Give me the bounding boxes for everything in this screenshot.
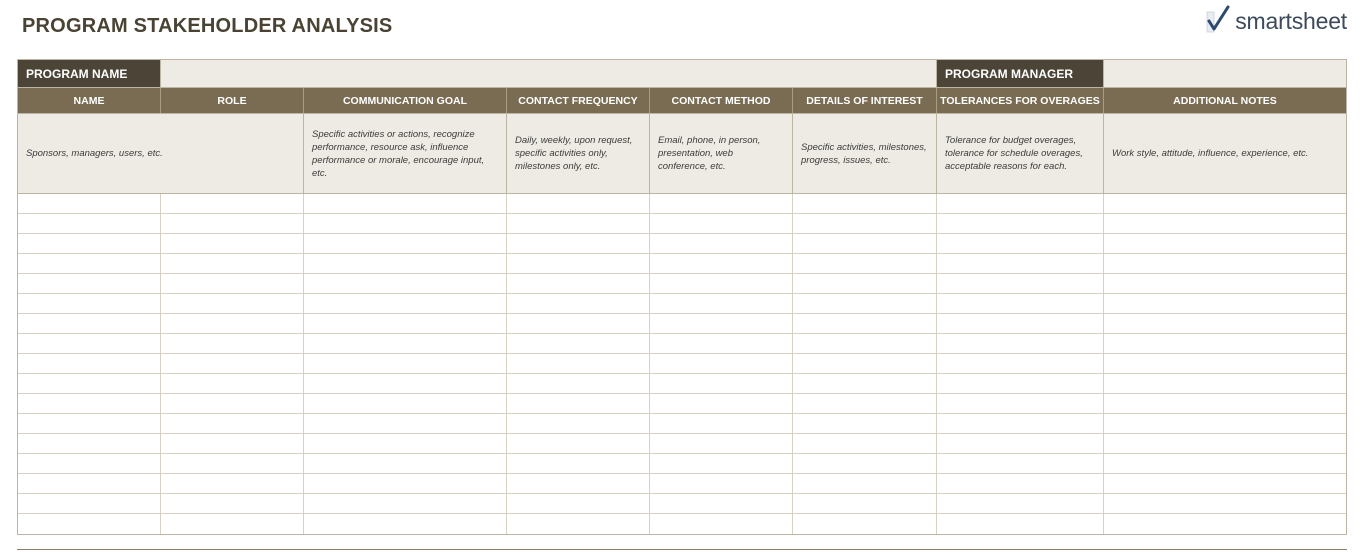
example-additional-notes: Work style, attitude, influence, experience, etc. <box>1112 148 1309 159</box>
table-row <box>18 214 1346 234</box>
cell-additional-notes[interactable] <box>1104 474 1346 493</box>
cell-additional-notes[interactable] <box>1104 194 1346 213</box>
column-header-contact-method: CONTACT METHOD <box>650 88 793 113</box>
table-row <box>18 334 1346 354</box>
column-header-name: NAME <box>18 88 161 113</box>
cell-tolerances-for-overages[interactable] <box>937 294 1104 313</box>
column-header-additional-notes: ADDITIONAL NOTES <box>1173 94 1277 107</box>
cell-contact-frequency[interactable] <box>507 194 650 213</box>
example-contact-frequency: Daily, weekly, upon request, specific activities only, milestones only, etc. <box>507 114 650 193</box>
cell-communication-goal[interactable] <box>304 494 507 513</box>
cell-role[interactable] <box>161 414 304 433</box>
example-row <box>18 114 1346 194</box>
cell-tolerances-for-overages[interactable] <box>937 194 1104 213</box>
cell-name[interactable] <box>18 414 161 433</box>
cell-additional-notes[interactable] <box>1104 514 1346 534</box>
column-header-contact-frequency: CONTACT FREQUENCY <box>507 88 650 113</box>
cell-details-of-interest[interactable] <box>793 214 937 233</box>
cell-details-of-interest[interactable] <box>793 254 937 273</box>
cell-details-of-interest[interactable] <box>793 414 937 433</box>
cell-communication-goal[interactable] <box>304 514 507 534</box>
cell-contact-method[interactable] <box>650 254 793 273</box>
program-manager-field[interactable] <box>1104 60 1346 87</box>
cell-additional-notes[interactable] <box>1104 454 1346 473</box>
cell-details-of-interest[interactable] <box>793 274 937 293</box>
cell-communication-goal[interactable] <box>304 274 507 293</box>
cell-contact-method[interactable] <box>650 274 793 293</box>
cell-role[interactable] <box>161 314 304 333</box>
cell-additional-notes[interactable] <box>1104 374 1346 393</box>
cell-contact-frequency[interactable] <box>507 214 650 233</box>
bottom-divider <box>17 549 1347 550</box>
cell-additional-notes[interactable] <box>1104 494 1346 513</box>
smartsheet-logo <box>1203 4 1347 40</box>
cell-contact-method[interactable] <box>650 314 793 333</box>
cell-communication-goal[interactable] <box>304 214 507 233</box>
cell-additional-notes[interactable] <box>1104 314 1346 333</box>
cell-additional-notes[interactable] <box>1104 334 1346 353</box>
cell-communication-goal[interactable] <box>304 454 507 473</box>
cell-communication-goal[interactable] <box>304 234 507 253</box>
program-name-field[interactable] <box>161 60 937 87</box>
cell-contact-method[interactable] <box>650 294 793 313</box>
cell-tolerances-for-overages[interactable] <box>937 314 1104 333</box>
stakeholder-sheet <box>17 59 1347 535</box>
cell-details-of-interest[interactable] <box>793 294 937 313</box>
cell-contact-frequency[interactable] <box>507 334 650 353</box>
cell-contact-frequency[interactable] <box>507 514 650 534</box>
table-row <box>18 414 1346 434</box>
cell-role[interactable] <box>161 354 304 373</box>
cell-contact-method[interactable] <box>650 354 793 373</box>
cell-contact-method[interactable] <box>650 494 793 513</box>
cell-communication-goal[interactable] <box>304 434 507 453</box>
logo-text: smartsheet <box>1235 8 1347 34</box>
cell-name[interactable] <box>18 354 161 373</box>
cell-contact-method[interactable] <box>650 474 793 493</box>
cell-contact-method[interactable] <box>650 434 793 453</box>
table-row <box>18 394 1346 414</box>
cell-role[interactable] <box>161 374 304 393</box>
table-row <box>18 314 1346 334</box>
cell-contact-frequency[interactable] <box>507 434 650 453</box>
table-row <box>18 454 1346 474</box>
cell-details-of-interest[interactable] <box>793 234 937 253</box>
cell-details-of-interest[interactable] <box>793 334 937 353</box>
cell-contact-frequency[interactable] <box>507 234 650 253</box>
cell-tolerances-for-overages[interactable] <box>937 214 1104 233</box>
cell-details-of-interest[interactable] <box>793 354 937 373</box>
cell-role[interactable] <box>161 194 304 213</box>
cell-contact-frequency[interactable] <box>507 414 650 433</box>
table-row <box>18 274 1346 294</box>
cell-name[interactable] <box>18 394 161 413</box>
cell-tolerances-for-overages[interactable] <box>937 254 1104 273</box>
table-row <box>18 254 1346 274</box>
cell-tolerances-for-overages[interactable] <box>937 374 1104 393</box>
cell-communication-goal[interactable] <box>304 354 507 373</box>
cell-role[interactable] <box>161 514 304 534</box>
table-row <box>18 494 1346 514</box>
cell-additional-notes[interactable] <box>1104 294 1346 313</box>
column-header-row <box>18 88 1346 114</box>
cell-contact-frequency[interactable] <box>507 494 650 513</box>
cell-name[interactable] <box>18 514 161 534</box>
cell-contact-method[interactable] <box>650 194 793 213</box>
cell-additional-notes[interactable] <box>1104 274 1346 293</box>
table-row <box>18 234 1346 254</box>
cell-contact-frequency[interactable] <box>507 454 650 473</box>
cell-contact-method[interactable] <box>650 394 793 413</box>
cell-contact-method[interactable] <box>650 454 793 473</box>
cell-tolerances-for-overages[interactable] <box>937 514 1104 534</box>
cell-details-of-interest[interactable] <box>793 474 937 493</box>
cell-name[interactable] <box>18 274 161 293</box>
table-row <box>18 354 1346 374</box>
cell-role[interactable] <box>161 434 304 453</box>
program-info-row <box>18 60 1346 88</box>
cell-details-of-interest[interactable] <box>793 374 937 393</box>
cell-additional-notes[interactable] <box>1104 234 1346 253</box>
table-row <box>18 474 1346 494</box>
program-name-label: PROGRAM NAME <box>18 60 161 87</box>
cell-tolerances-for-overages[interactable] <box>937 234 1104 253</box>
cell-communication-goal[interactable] <box>304 374 507 393</box>
table-row <box>18 294 1346 314</box>
cell-role[interactable] <box>161 274 304 293</box>
cell-communication-goal[interactable] <box>304 474 507 493</box>
cell-tolerances-for-overages[interactable] <box>937 354 1104 373</box>
cell-name[interactable] <box>18 454 161 473</box>
cell-role[interactable] <box>161 494 304 513</box>
blank-rows <box>18 194 1346 534</box>
cell-role[interactable] <box>161 294 304 313</box>
cell-contact-frequency[interactable] <box>507 354 650 373</box>
cell-communication-goal[interactable] <box>304 194 507 213</box>
table-row <box>18 434 1346 454</box>
cell-name[interactable] <box>18 374 161 393</box>
cell-details-of-interest[interactable] <box>793 394 937 413</box>
table-row <box>18 374 1346 394</box>
cell-details-of-interest[interactable] <box>793 454 937 473</box>
cell-contact-method[interactable] <box>650 514 793 534</box>
cell-communication-goal[interactable] <box>304 394 507 413</box>
cell-contact-method[interactable] <box>650 374 793 393</box>
cell-name[interactable] <box>18 334 161 353</box>
cell-contact-frequency[interactable] <box>507 274 650 293</box>
cell-additional-notes[interactable] <box>1104 434 1346 453</box>
cell-details-of-interest[interactable] <box>793 434 937 453</box>
cell-contact-frequency[interactable] <box>507 254 650 273</box>
cell-role[interactable] <box>161 474 304 493</box>
check-mark-icon <box>1203 4 1233 40</box>
cell-communication-goal[interactable] <box>304 254 507 273</box>
example-tolerances-for-overages: Tolerance for budget overages, tolerance for schedule overages, acceptable reasons for each. <box>937 114 1104 193</box>
cell-role[interactable] <box>161 214 304 233</box>
cell-communication-goal[interactable] <box>304 414 507 433</box>
example-details-of-interest: Specific activities, milestones, progress, issues, etc. <box>793 114 937 193</box>
cell-details-of-interest[interactable] <box>793 314 937 333</box>
cell-additional-notes[interactable] <box>1104 214 1346 233</box>
cell-tolerances-for-overages[interactable] <box>937 394 1104 413</box>
example-contact-method: Email, phone, in person, presentation, web conference, etc. <box>650 114 793 193</box>
cell-details-of-interest[interactable] <box>793 514 937 534</box>
cell-contact-method[interactable] <box>650 214 793 233</box>
cell-role[interactable] <box>161 454 304 473</box>
cell-additional-notes[interactable] <box>1104 394 1346 413</box>
cell-communication-goal[interactable] <box>304 314 507 333</box>
cell-contact-frequency[interactable] <box>507 314 650 333</box>
cell-contact-frequency[interactable] <box>507 474 650 493</box>
cell-role[interactable] <box>161 394 304 413</box>
cell-name[interactable] <box>18 314 161 333</box>
cell-name[interactable] <box>18 234 161 253</box>
example-name-role: Sponsors, managers, users, etc. <box>18 114 304 193</box>
cell-tolerances-for-overages[interactable] <box>937 334 1104 353</box>
cell-additional-notes[interactable] <box>1104 354 1346 373</box>
column-header-communication-goal: COMMUNICATION GOAL <box>304 88 507 113</box>
cell-details-of-interest[interactable] <box>793 494 937 513</box>
cell-role[interactable] <box>161 334 304 353</box>
cell-role[interactable] <box>161 254 304 273</box>
cell-tolerances-for-overages[interactable] <box>937 274 1104 293</box>
table-row <box>18 514 1346 534</box>
cell-tolerances-for-overages[interactable] <box>937 494 1104 513</box>
cell-tolerances-for-overages[interactable] <box>937 434 1104 453</box>
cell-role[interactable] <box>161 234 304 253</box>
program-manager-label: PROGRAM MANAGER <box>937 60 1104 87</box>
cell-name[interactable] <box>18 194 161 213</box>
cell-contact-method[interactable] <box>650 334 793 353</box>
column-header-role: ROLE <box>161 88 304 113</box>
cell-contact-frequency[interactable] <box>507 294 650 313</box>
example-communication-goal: Specific activities or actions, recognize performance, resource ask, influence performance or morale, encourage input, etc. <box>304 114 507 193</box>
cell-communication-goal[interactable] <box>304 334 507 353</box>
cell-name[interactable] <box>18 254 161 273</box>
cell-name[interactable] <box>18 494 161 513</box>
cell-contact-method[interactable] <box>650 234 793 253</box>
column-header-details-of-interest: DETAILS OF INTEREST <box>793 88 937 113</box>
cell-name[interactable] <box>18 294 161 313</box>
cell-additional-notes[interactable] <box>1104 414 1346 433</box>
cell-contact-frequency[interactable] <box>507 394 650 413</box>
cell-name[interactable] <box>18 474 161 493</box>
cell-additional-notes[interactable] <box>1104 254 1346 273</box>
table-row <box>18 194 1346 214</box>
cell-name[interactable] <box>18 214 161 233</box>
cell-contact-frequency[interactable] <box>507 374 650 393</box>
cell-communication-goal[interactable] <box>304 294 507 313</box>
cell-details-of-interest[interactable] <box>793 194 937 213</box>
cell-tolerances-for-overages[interactable] <box>937 454 1104 473</box>
cell-tolerances-for-overages[interactable] <box>937 414 1104 433</box>
cell-name[interactable] <box>18 434 161 453</box>
column-header-tolerances-for-overages: TOLERANCES FOR OVERAGES <box>937 88 1104 113</box>
page-title: PROGRAM STAKEHOLDER ANALYSIS <box>22 15 393 37</box>
cell-tolerances-for-overages[interactable] <box>937 474 1104 493</box>
cell-contact-method[interactable] <box>650 414 793 433</box>
